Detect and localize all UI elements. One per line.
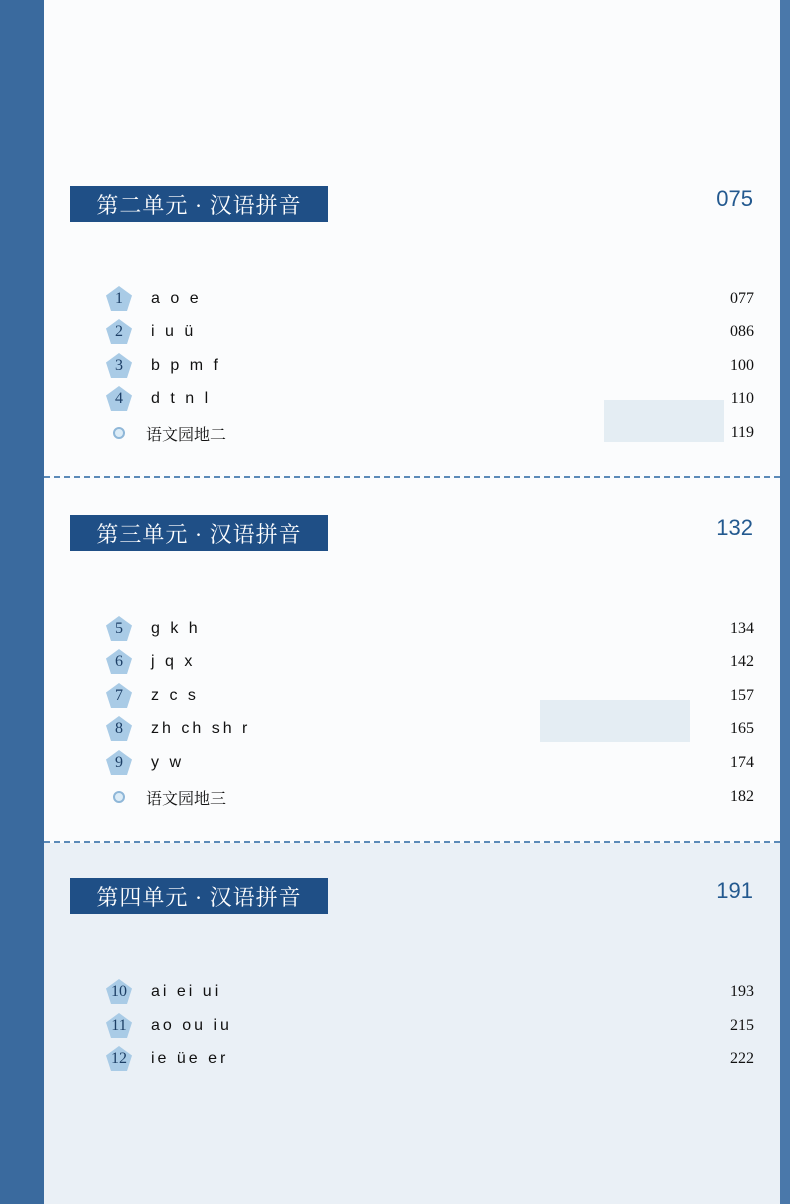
lesson-label: b p m f [151, 357, 221, 374]
pentagon-badge-icon [104, 351, 134, 381]
lesson-entry[interactable] [104, 1011, 754, 1041]
garden-entry[interactable] [104, 782, 754, 812]
pentagon-badge-icon [104, 977, 134, 1007]
unit-3-title[interactable]: 第三单元 · 汉语拼音 [70, 515, 328, 551]
lesson-entry[interactable] [104, 647, 754, 677]
lesson-number: 2 [115, 323, 123, 340]
lesson-label: g k h [151, 620, 201, 637]
lesson-entry[interactable] [104, 351, 754, 381]
lesson-page: 077 [730, 290, 754, 307]
pentagon-badge-icon [104, 681, 134, 711]
lesson-entry[interactable] [104, 977, 754, 1007]
pentagon-badge-icon [104, 1011, 134, 1041]
lesson-page: 110 [730, 390, 754, 407]
lesson-number: 3 [115, 357, 123, 374]
lesson-label: y w [151, 754, 184, 771]
lesson-number: 9 [115, 754, 123, 771]
lesson-entry[interactable] [104, 681, 754, 711]
section-divider [44, 476, 780, 478]
lesson-page: 134 [730, 620, 754, 637]
garden-page: 119 [730, 424, 754, 441]
lesson-number: 6 [115, 653, 123, 670]
lesson-label: i u ü [151, 323, 197, 340]
book-right-edge [780, 0, 790, 1204]
pentagon-badge-icon [104, 647, 134, 677]
pentagon-badge-icon [104, 317, 134, 347]
garden-page: 182 [730, 788, 754, 805]
lesson-number: 11 [111, 1017, 127, 1034]
lesson-page: 215 [730, 1017, 754, 1034]
lesson-page: 165 [730, 720, 754, 737]
lesson-number: 7 [115, 687, 123, 704]
lesson-page: 100 [730, 357, 754, 374]
lesson-page: 174 [730, 754, 754, 771]
garden-label: 语文园地二 [146, 424, 227, 444]
lesson-number: 1 [115, 290, 123, 307]
garden-label: 语文园地三 [146, 788, 227, 808]
lesson-number: 12 [111, 1050, 127, 1067]
unit-4-page: 191 [716, 878, 753, 903]
unit-3-page: 132 [716, 515, 753, 540]
lesson-label: ie üe er [151, 1050, 229, 1067]
unit-4-title[interactable]: 第四单元 · 汉语拼音 [70, 878, 328, 914]
lesson-label: z c s [151, 687, 199, 704]
circle-bullet-icon [104, 782, 134, 812]
lesson-label: a o e [151, 290, 202, 307]
lesson-entry[interactable] [104, 614, 754, 644]
lesson-label: zh ch sh r [151, 720, 251, 737]
toc-page [44, 0, 780, 1204]
lesson-label: ao ou iu [151, 1017, 232, 1034]
lesson-entry[interactable] [104, 1044, 754, 1074]
lesson-label: d t n l [151, 390, 212, 407]
lesson-label: ai ei ui [151, 983, 222, 1000]
lesson-page: 193 [730, 983, 754, 1000]
unit-2-title[interactable]: 第二单元 · 汉语拼音 [70, 186, 328, 222]
pentagon-badge-icon [104, 748, 134, 778]
lesson-number: 8 [115, 720, 123, 737]
circle-bullet-icon [104, 418, 134, 448]
lesson-page: 086 [730, 323, 754, 340]
pentagon-badge-icon [104, 714, 134, 744]
unit-2-page: 075 [716, 186, 753, 211]
pentagon-badge-icon [104, 614, 134, 644]
lesson-page: 157 [730, 687, 754, 704]
lesson-entry[interactable] [104, 714, 754, 744]
lesson-entry[interactable] [104, 284, 754, 314]
lesson-entry[interactable] [104, 317, 754, 347]
lesson-number: 10 [111, 983, 127, 1000]
garden-entry[interactable] [104, 418, 754, 448]
lesson-number: 5 [115, 620, 123, 637]
book-spine-edge [0, 0, 44, 1204]
lesson-entry[interactable] [104, 384, 754, 414]
lesson-label: j q x [151, 653, 196, 670]
pentagon-badge-icon [104, 284, 134, 314]
pentagon-badge-icon [104, 1044, 134, 1074]
lesson-page: 142 [730, 653, 754, 670]
pentagon-badge-icon [104, 384, 134, 414]
lesson-page: 222 [730, 1050, 754, 1067]
lesson-entry[interactable] [104, 748, 754, 778]
section-divider [44, 841, 780, 843]
lesson-number: 4 [115, 390, 123, 407]
